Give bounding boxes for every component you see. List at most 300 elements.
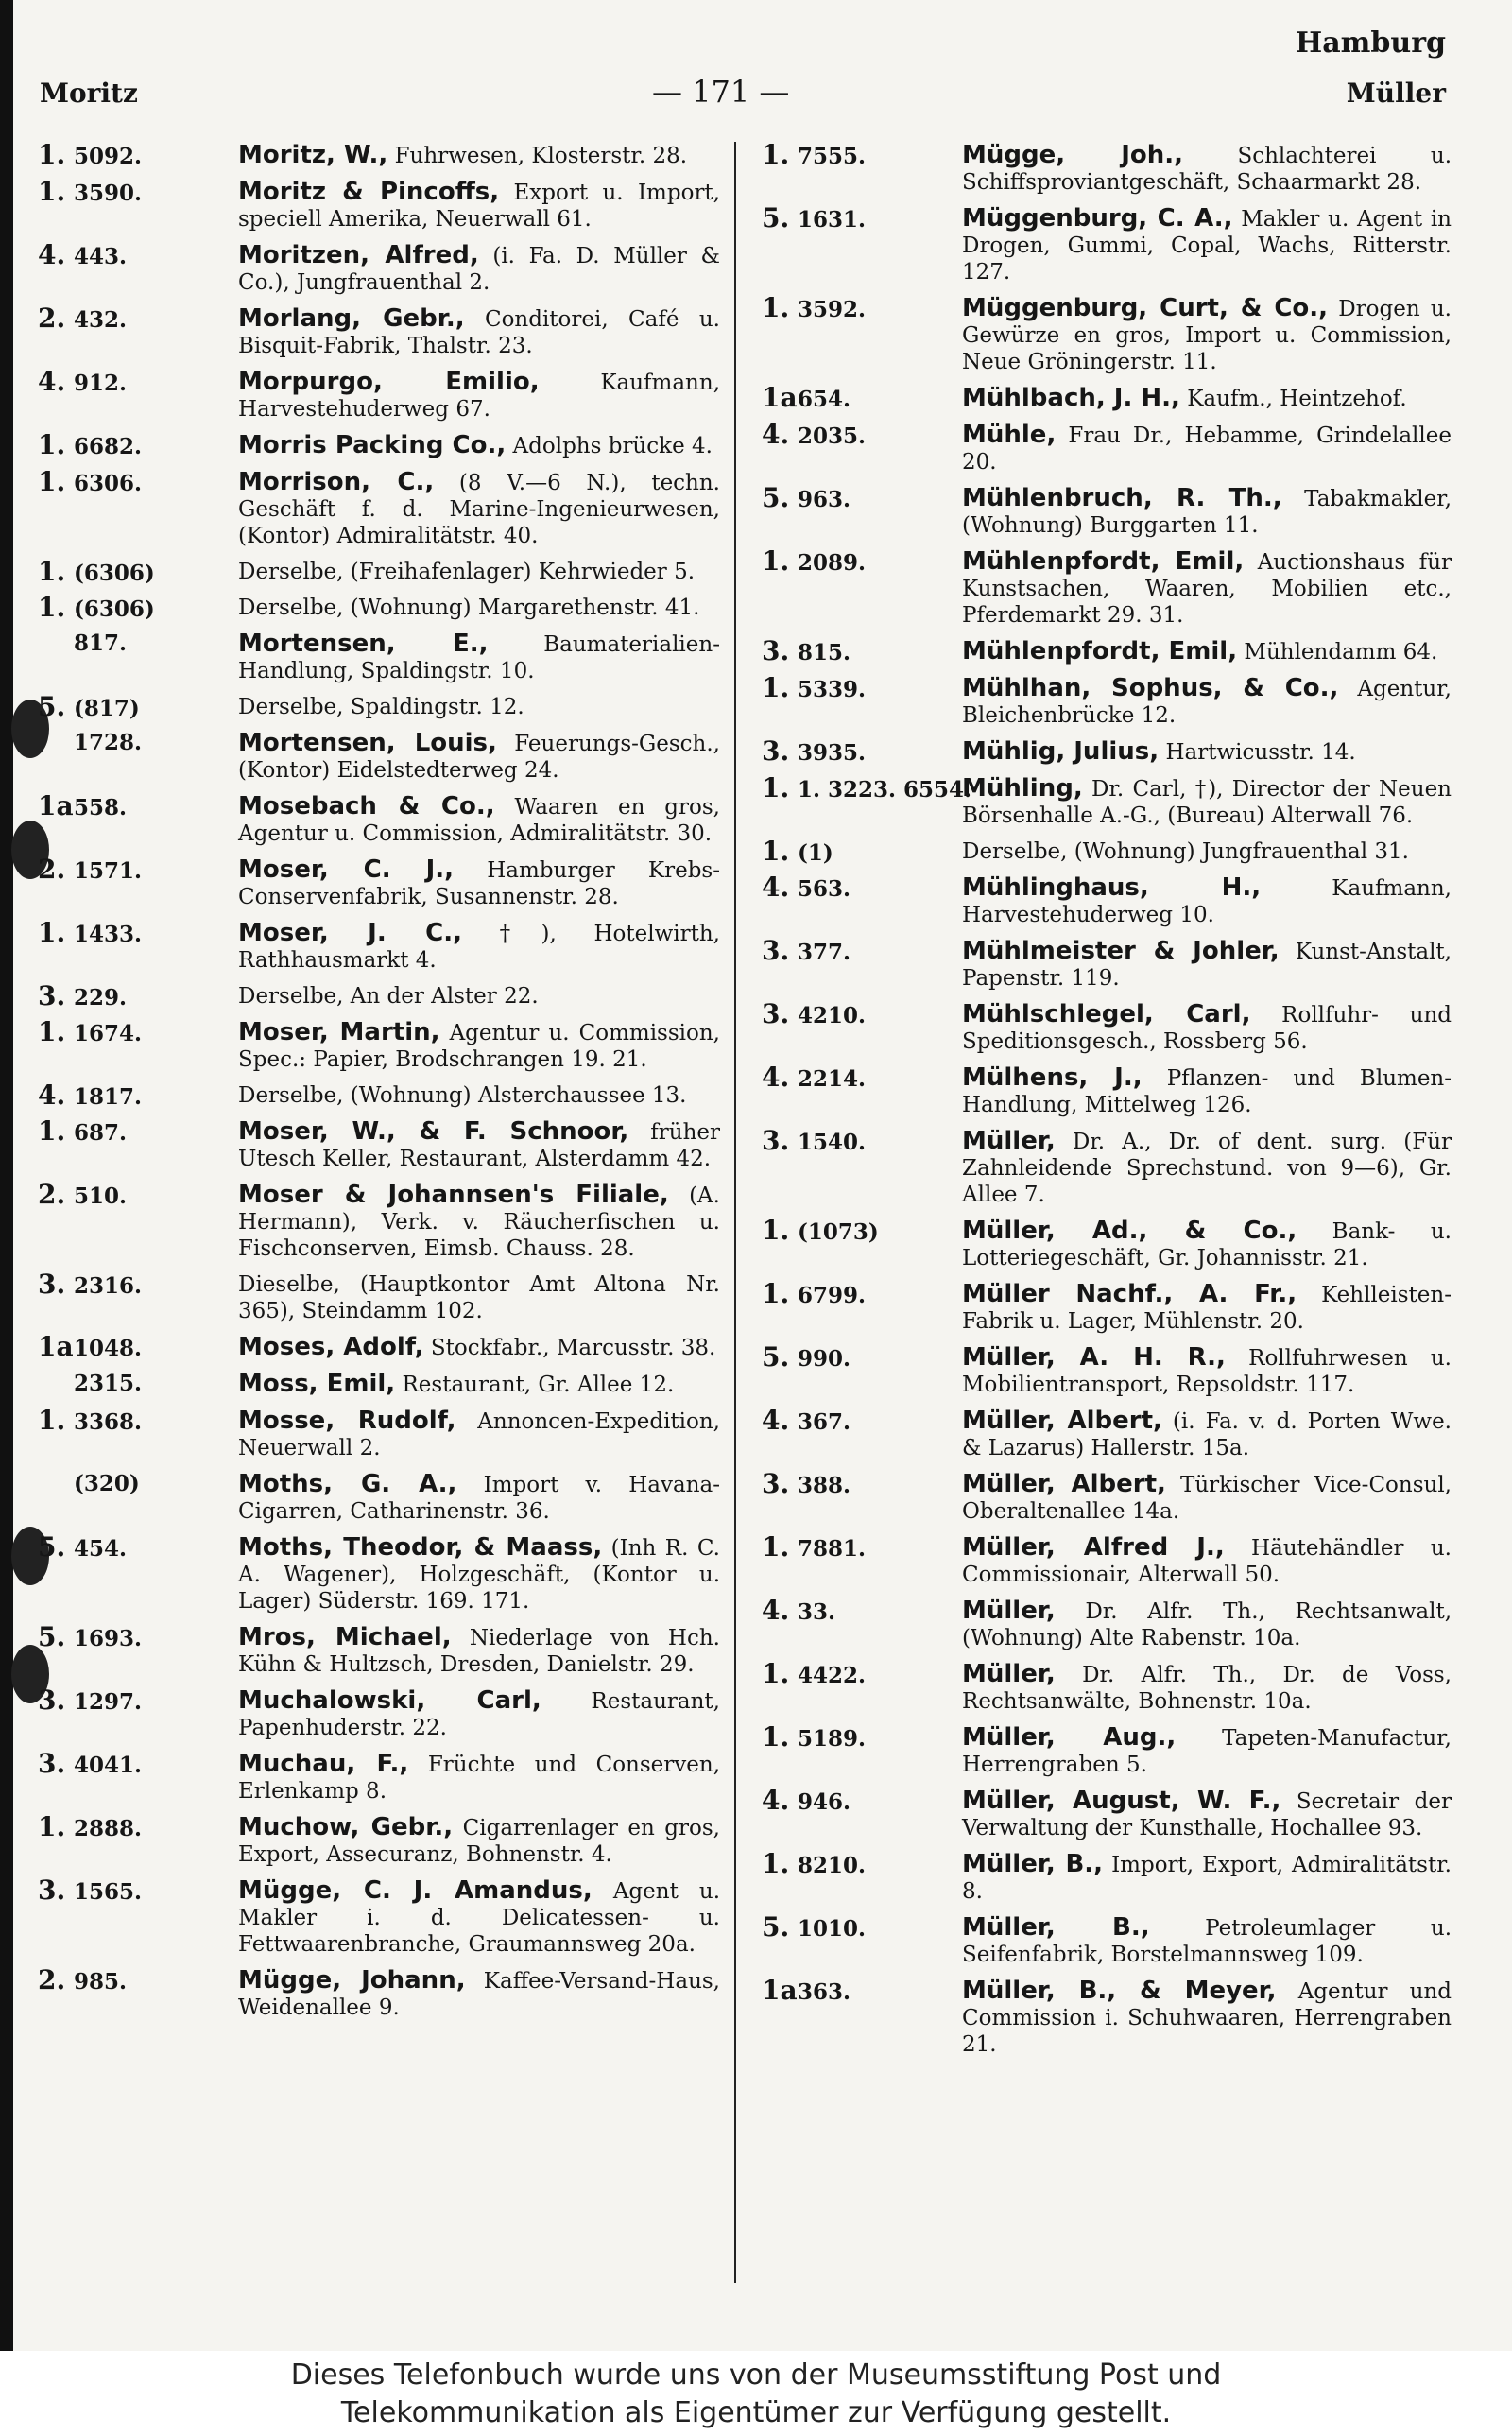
- number-value: 1433.: [74, 922, 143, 947]
- subscriber-name: Muchau, F.,: [238, 1750, 409, 1778]
- exchange-class: 1a: [762, 1975, 798, 2006]
- subscriber-details: Türkischer Vice-Consul, Oberaltenallee 14a.: [962, 1473, 1452, 1524]
- number-value: 510.: [74, 1183, 128, 1209]
- directory-entry: [762, 1278, 1452, 1335]
- directory-entry: [762, 1721, 1452, 1778]
- subscriber-details: An der Alster 22.: [343, 984, 539, 1009]
- phone-number: [762, 1911, 955, 1943]
- subscriber-details: Pflanzen- und Blumen-Handlung, Mittelweg 126.: [962, 1066, 1452, 1117]
- subscriber-name: Morpurgo, Emilio,: [238, 368, 540, 396]
- directory-entry: [762, 635, 1452, 666]
- number-value: 454.: [74, 1536, 128, 1562]
- subscriber-name: Mühlinghaus, H.,: [962, 873, 1262, 902]
- subscriber-details: (Wohnung) Jungfrauenthal 31.: [1067, 839, 1409, 864]
- subscriber-name: Mühlenpfordt, Emil,: [962, 637, 1238, 665]
- header-city: Hamburg: [1295, 26, 1446, 60]
- number-value: 229.: [74, 985, 128, 1011]
- number-value: 5189.: [798, 1726, 867, 1752]
- directory-entry: [38, 1684, 720, 1741]
- footer-line-2: Telekommunikation als Eigentümer zur Verfügung gestellt.: [340, 2396, 1172, 2429]
- exchange-class: 1.: [762, 139, 790, 170]
- subscriber-name: Mühlenpfordt, Emil,: [962, 547, 1245, 576]
- subscriber-name: Mühlhan, Sophus, & Co.,: [962, 674, 1339, 702]
- subscriber-name: Moths, Theodor, & Maass,: [238, 1533, 603, 1562]
- subscriber-details: Kaufm., Heintzehof.: [1179, 387, 1407, 411]
- number-value: 3590.: [74, 181, 143, 206]
- exchange-class: 4.: [38, 1080, 66, 1111]
- subscriber-details: Dr. Carl, †), Director der Neuen Börsenhalle A.-G., (Bureau) Alterwall 76.: [962, 777, 1452, 828]
- subscriber-details: Niederlage von Hch. Kühn & Hultzsch, Dresden, Danielstr. 29.: [238, 1626, 720, 1677]
- number-value: 1565.: [74, 1879, 143, 1905]
- subscriber-name: Mühle,: [962, 421, 1057, 449]
- exchange-class: 5.: [38, 1621, 66, 1652]
- exchange-class: 3.: [38, 1748, 66, 1779]
- phone-number: [38, 856, 232, 885]
- directory-entry: [38, 176, 720, 233]
- exchange-class: 4.: [38, 239, 66, 270]
- exchange-class: 2.: [38, 302, 66, 334]
- subscriber-name: Mros, Michael,: [238, 1623, 452, 1651]
- phone-number: [38, 730, 232, 756]
- phone-number: [762, 1975, 955, 2006]
- subscriber-details: Rollfuhrwesen u. Mobilientransport, Repsoldstr. 117.: [962, 1346, 1452, 1397]
- directory-entry: [38, 556, 720, 587]
- subscriber-details: Tabakmakler, (Wohnung) Burggarten 11.: [962, 487, 1452, 538]
- exchange-class: 4.: [38, 366, 66, 397]
- subscriber-details: Hamburger Krebs-Conservenfabrik, Susannenstr. 28.: [238, 858, 720, 909]
- phone-number: [762, 382, 955, 413]
- subscriber-details: Dr. A., Dr. of dent. surg. (Für Zahnleidende Sprechstund. von 9—6), Gr. Allee 7.: [962, 1130, 1452, 1207]
- phone-number: [762, 1785, 955, 1816]
- subscriber-name: Müller,: [962, 1660, 1056, 1688]
- subscriber-details: Kaffee-Versand-Haus, Weidenallee 9.: [238, 1969, 720, 2020]
- subscriber-details: Cigarrenlager en gros, Export, Assecuranz, Bohnenstr. 4.: [238, 1816, 720, 1867]
- exchange-class: 1.: [762, 1721, 790, 1753]
- subscriber-name: Dieselbe,: [238, 1272, 340, 1297]
- exchange-class: 1.: [762, 672, 790, 703]
- number-value: 1817.: [74, 1084, 143, 1110]
- directory-entry: [38, 1082, 720, 1109]
- left-column: [38, 139, 721, 2030]
- phone-number: [762, 1405, 955, 1436]
- subscriber-details: Kunst-Anstalt, Papenstr. 119.: [962, 940, 1452, 991]
- directory-entry: [762, 139, 1452, 196]
- phone-number: [38, 302, 232, 334]
- directory-entry: [38, 1371, 720, 1398]
- subscriber-details: Auctionshaus für Kunstsachen, Waaren, Mobilien etc., Pferdemarkt 29. 31.: [962, 550, 1452, 628]
- exchange-class: 2.: [38, 854, 66, 885]
- phone-number: [38, 466, 232, 497]
- exchange-class: 2.: [38, 1964, 66, 1995]
- directory-entry: [38, 1331, 720, 1362]
- subscriber-name: Mosse, Rudolf,: [238, 1407, 456, 1435]
- subscriber-details: Petroleumlager u. Seifenfabrik, Borstelmannsweg 109.: [962, 1916, 1452, 1967]
- phone-number: [38, 1179, 232, 1210]
- subscriber-details: früher Utesch Keller, Restaurant, Alsterdamm 42.: [238, 1120, 720, 1171]
- header-left-keyword: Moritz: [40, 78, 138, 109]
- number-value: 1571.: [74, 858, 143, 884]
- number-value: (320): [74, 1471, 140, 1496]
- directory-entry: [38, 1271, 720, 1324]
- directory-entry: [38, 631, 720, 684]
- subscriber-name: Mügge, Johann,: [238, 1966, 466, 1995]
- directory-entry: [762, 1341, 1452, 1398]
- directory-entry: [762, 1785, 1452, 1841]
- subscriber-name: Derselbe,: [238, 984, 344, 1009]
- subscriber-details: Import v. Havana-Cigarren, Catharinenstr. 36.: [238, 1473, 720, 1524]
- phone-number: [762, 838, 955, 867]
- subscriber-details: Feuerungs-Gesch., (Kontor) Eidelstedterweg 24.: [238, 732, 720, 783]
- exchange-class: 1.: [762, 1278, 790, 1309]
- page-edge-shadow: [0, 0, 13, 2351]
- phone-number: [38, 1331, 232, 1362]
- number-value: 4041.: [74, 1753, 143, 1778]
- phone-number: [762, 1595, 955, 1626]
- exchange-class: 1a: [762, 382, 798, 413]
- phone-number: [38, 1531, 232, 1563]
- phone-number: [38, 917, 232, 948]
- number-value: (6306): [74, 596, 155, 622]
- phone-number: [38, 980, 232, 1011]
- phone-number: [762, 635, 955, 666]
- column-divider: [734, 142, 736, 2283]
- phone-number: [762, 292, 955, 323]
- number-value: 1540.: [798, 1130, 867, 1155]
- exchange-class: 1a: [38, 1331, 74, 1362]
- subscriber-details: Dr. Alfr. Th., Rechtsanwalt, (Wohnung) Alte Rabenstr. 10a.: [962, 1599, 1452, 1650]
- directory-entry: [762, 1064, 1452, 1118]
- phone-number: [762, 1531, 955, 1563]
- number-value: 377.: [798, 940, 851, 965]
- directory-entry: [762, 672, 1452, 729]
- exchange-class: 3.: [762, 1468, 790, 1499]
- exchange-class: 5.: [38, 691, 66, 722]
- number-value: (817): [74, 696, 140, 721]
- number-value: 1693.: [74, 1626, 143, 1651]
- subscriber-details: Häutehändler u. Commissionair, Alterwall 50.: [962, 1536, 1452, 1587]
- number-value: 6799.: [798, 1283, 867, 1308]
- directory-entry: [38, 466, 720, 549]
- subscriber-details: (Wohnung) Margarethenstr. 41.: [343, 596, 700, 620]
- phone-number: [38, 429, 232, 460]
- number-value: 687.: [74, 1120, 128, 1146]
- subscriber-name: Moss, Emil,: [238, 1370, 396, 1398]
- subscriber-details: Dr. Alfr. Th., Dr. de Voss, Rechtsanwälte, Bohnenstr. 10a.: [962, 1663, 1452, 1714]
- exchange-class: 5.: [762, 1911, 790, 1943]
- directory-entry: [38, 1179, 720, 1262]
- directory-entry: [762, 1658, 1452, 1715]
- number-value: 6682.: [74, 434, 143, 459]
- exchange-class: 1.: [38, 139, 66, 170]
- subscriber-details: Agentur u. Commission, Spec.: Papier, Brodschrangen 19. 21.: [238, 1021, 720, 1072]
- phone-number: [38, 1082, 232, 1111]
- phone-number: [38, 1877, 232, 1906]
- subscriber-name: Moritz & Pincoffs,: [238, 178, 500, 206]
- phone-number: [38, 631, 232, 657]
- phone-number: [38, 1271, 232, 1300]
- subscriber-details: Bank- u. Lotteriegeschäft, Gr. Johannisstr. 21.: [962, 1219, 1452, 1270]
- subscriber-details: (Inh R. C. A. Wagener), Holzgeschäft, (Kontor u. Lager) Süderstr. 169. 171.: [238, 1536, 720, 1614]
- exchange-class: 5.: [762, 1341, 790, 1373]
- exchange-class: 1.: [762, 292, 790, 323]
- directory-entry: [38, 917, 720, 974]
- subscriber-details: Mühlendamm 64.: [1237, 640, 1438, 665]
- subscriber-details: †), Hotelwirth, Rathhausmarkt 4.: [238, 922, 720, 973]
- subscriber-details: Tapeten-Manufactur, Herrengraben 5.: [962, 1726, 1452, 1777]
- directory-entry: [38, 1877, 720, 1958]
- exchange-class: 1.: [38, 917, 66, 948]
- footer-notice: [0, 2351, 1512, 2436]
- phone-number: [762, 672, 955, 703]
- subscriber-details: Agentur, Bleichenbrücke 12.: [962, 677, 1452, 728]
- directory-entry: [38, 1016, 720, 1073]
- exchange-class: 5.: [762, 482, 790, 513]
- subscriber-details: Annoncen-Expedition, Neuerwall 2.: [238, 1409, 720, 1460]
- exchange-class: 3.: [762, 635, 790, 666]
- directory-entry: [762, 1125, 1452, 1208]
- number-value: 817.: [74, 631, 128, 656]
- phone-number: [762, 202, 955, 233]
- subscriber-name: Mühling,: [962, 774, 1083, 803]
- phone-number: [762, 1064, 955, 1093]
- number-value: 4210.: [798, 1003, 867, 1028]
- directory-entry: [762, 1975, 1452, 2058]
- phone-number: [762, 735, 955, 767]
- subscriber-name: Moser & Johannsen's Filiale,: [238, 1181, 669, 1209]
- directory-entry: [38, 1471, 720, 1525]
- subscriber-name: Mosebach & Co.,: [238, 792, 495, 821]
- exchange-class: 3.: [762, 735, 790, 767]
- phone-number: [38, 1964, 232, 1995]
- subscriber-name: Derselbe,: [238, 560, 344, 584]
- directory-entry: [38, 1115, 720, 1172]
- number-value: 1010.: [798, 1916, 867, 1942]
- number-value: 912.: [74, 371, 128, 396]
- exchange-class: 1.: [762, 836, 790, 867]
- number-value: 8210.: [798, 1853, 867, 1878]
- exchange-class: 3.: [38, 1875, 66, 1906]
- subscriber-name: Moser, J. C.,: [238, 919, 462, 947]
- exchange-class: 4.: [762, 1062, 790, 1093]
- exchange-class: 4.: [762, 1785, 790, 1816]
- subscriber-name: Mügge, Joh.,: [962, 141, 1184, 169]
- directory-entry: [38, 429, 720, 460]
- directory-entry: [38, 366, 720, 423]
- number-value: 388.: [798, 1473, 851, 1498]
- subscriber-details: Export u. Import, speciell Amerika, Neuerwall 61.: [238, 181, 720, 232]
- subscriber-name: Müller Nachf., A. Fr.,: [962, 1280, 1297, 1308]
- subscriber-details: Schlachterei u. Schiffsproviantgeschäft, Schaarmarkt 28.: [962, 144, 1452, 195]
- exchange-class: 2.: [38, 1179, 66, 1210]
- number-value: 5339.: [798, 677, 867, 702]
- subscriber-name: Mügge, C. J. Amandus,: [238, 1876, 593, 1905]
- number-value: 443.: [74, 244, 128, 269]
- subscriber-name: Derselbe,: [238, 695, 344, 719]
- number-value: 2089.: [798, 550, 867, 576]
- number-value: 2315.: [74, 1371, 143, 1396]
- number-value: 3368.: [74, 1409, 143, 1435]
- exchange-class: 1.: [762, 1215, 790, 1246]
- directory-entry: [38, 980, 720, 1011]
- subscriber-name: Moses, Adolf,: [238, 1333, 424, 1361]
- subscriber-details: (A. Hermann), Verk. v. Räucherfischen u. Fischconserven, Eimsb. Chauss. 28.: [238, 1183, 720, 1261]
- number-value: (6306): [74, 561, 155, 586]
- phone-number: [38, 691, 232, 722]
- subscriber-name: Moser, C. J.,: [238, 855, 455, 884]
- number-value: 1048.: [74, 1336, 143, 1361]
- phone-number: [762, 1125, 955, 1156]
- exchange-class: 1.: [38, 1016, 66, 1047]
- directory-entry: [762, 1468, 1452, 1525]
- subscriber-name: Müller, Alfred J.,: [962, 1533, 1225, 1562]
- subscriber-name: Mortensen, Louis,: [238, 729, 497, 757]
- number-value: 432.: [74, 307, 128, 333]
- exchange-class: 1.: [762, 545, 790, 577]
- number-value: 2888.: [74, 1816, 143, 1841]
- exchange-class: 4.: [762, 1405, 790, 1436]
- number-value: 985.: [74, 1969, 128, 1995]
- number-value: 1297.: [74, 1689, 143, 1715]
- directory-entry: [762, 545, 1452, 629]
- subscriber-details: Restaurant, Gr. Allee 12.: [395, 1373, 675, 1397]
- footer-line-1: Dieses Telefonbuch wurde uns von der Museumsstiftung Post und: [290, 2358, 1222, 2392]
- exchange-class: 1.: [38, 1811, 66, 1842]
- subscriber-details: (Freihafenlager) Kehrwieder 5.: [343, 560, 696, 584]
- subscriber-name: Müller, Albert,: [962, 1470, 1166, 1498]
- exchange-class: 1.: [762, 772, 790, 803]
- directory-entry: [762, 1911, 1452, 1968]
- exchange-class: 3.: [762, 935, 790, 966]
- subscriber-details: Secretair der Verwaltung der Kunsthalle, Hochallee 93.: [962, 1789, 1452, 1840]
- number-value: 3935.: [798, 740, 867, 766]
- exchange-class: 3.: [38, 980, 66, 1011]
- number-value: 1674.: [74, 1021, 143, 1046]
- subscriber-details: Adolphs brücke 4.: [506, 434, 713, 458]
- directory-entry: [762, 482, 1452, 539]
- phone-number: [762, 998, 955, 1029]
- number-value: 7881.: [798, 1536, 867, 1562]
- phone-number: [38, 556, 232, 587]
- directory-entry: [38, 730, 720, 784]
- directory-entry: [762, 382, 1452, 413]
- subscriber-name: Muchow, Gebr.,: [238, 1813, 454, 1841]
- phone-number: [762, 1658, 955, 1689]
- phone-number: [38, 1016, 232, 1047]
- subscriber-details: (i. Fa. D. Müller & Co.), Jungfrauenthal 2.: [238, 244, 720, 295]
- phone-number: [38, 1471, 232, 1497]
- phone-number: [762, 419, 955, 450]
- number-value: (1): [798, 840, 833, 866]
- subscriber-name: Moritz, W.,: [238, 141, 388, 169]
- directory-entry: [762, 935, 1452, 992]
- directory-entry: [762, 1215, 1452, 1271]
- subscriber-name: Müller,: [962, 1127, 1056, 1155]
- number-value: 6306.: [74, 471, 143, 496]
- subscriber-details: Agent u. Makler i. d. Delicatessen- u. Fettwaarenbranche, Graumannsweg 20a.: [238, 1879, 720, 1957]
- number-value: 558.: [74, 795, 128, 821]
- exchange-class: 1.: [38, 1405, 66, 1436]
- phone-number: [38, 139, 232, 170]
- subscriber-name: Mühlbach, J. H.,: [962, 384, 1180, 412]
- phone-number: [762, 1278, 955, 1309]
- subscriber-details: Spaldingstr. 12.: [343, 695, 524, 719]
- phone-number: [762, 935, 955, 966]
- directory-entry: [38, 1964, 720, 2021]
- number-value: 7555.: [798, 144, 867, 169]
- exchange-class: 1.: [38, 592, 66, 623]
- subscriber-details: Kaufmann, Harvestehuderweg 10.: [962, 876, 1452, 927]
- subscriber-name: Moser, W., & F. Schnoor,: [238, 1117, 629, 1146]
- subscriber-details: Import, Export, Admiralitätstr. 8.: [962, 1853, 1452, 1904]
- directory-entry: [38, 1811, 720, 1868]
- directory-entry: [38, 592, 720, 623]
- directory-entry: [762, 419, 1452, 475]
- phone-number: [38, 1371, 232, 1397]
- subscriber-name: Müller, B., & Meyer,: [962, 1977, 1277, 2005]
- subscriber-name: Derselbe,: [238, 1083, 344, 1108]
- phone-number: [38, 176, 232, 207]
- subscriber-details: Agentur und Commission i. Schuhwaaren, Herrengraben 21.: [962, 1979, 1452, 2057]
- subscriber-details: Conditorei, Café u. Bisquit-Fabrik, Thalstr. 23.: [238, 307, 720, 358]
- exchange-class: 1.: [38, 429, 66, 460]
- exchange-class: 3.: [762, 1125, 790, 1156]
- subscriber-name: Mühlenbruch, R. Th.,: [962, 484, 1282, 512]
- exchange-class: 1.: [38, 176, 66, 207]
- phone-number: [762, 1468, 955, 1499]
- directory-entry: [38, 139, 720, 170]
- number-value: 563.: [798, 876, 851, 902]
- number-value: 2214.: [798, 1066, 867, 1092]
- number-value: 2316.: [74, 1273, 143, 1299]
- subscriber-name: Morrison, C.,: [238, 468, 435, 496]
- phone-number: [38, 1748, 232, 1779]
- number-value: 654.: [798, 387, 851, 412]
- header-right-keyword: Müller: [1346, 78, 1446, 109]
- number-value: 4422.: [798, 1663, 867, 1688]
- exchange-class: 1.: [762, 1848, 790, 1879]
- subscriber-name: Müggenburg, Curt, & Co.,: [962, 294, 1329, 322]
- subscriber-name: Müller, A. H. R.,: [962, 1343, 1226, 1372]
- right-column: [762, 139, 1452, 2067]
- exchange-class: 1a: [38, 790, 74, 821]
- subscriber-name: Müggenburg, C. A.,: [962, 204, 1233, 233]
- number-value: 363.: [798, 1979, 851, 2005]
- subscriber-details: Hartwicusstr. 14.: [1159, 740, 1356, 765]
- directory-entry: [762, 838, 1452, 865]
- subscriber-details: Kaufmann, Harvestehuderweg 67.: [238, 371, 720, 422]
- directory-entry: [38, 691, 720, 722]
- subscriber-name: Müller, B.,: [962, 1913, 1150, 1942]
- exchange-class: 1.: [762, 1658, 790, 1689]
- subscriber-details: Restaurant, Papenhuderstr. 22.: [238, 1689, 720, 1740]
- phone-number: [38, 1811, 232, 1842]
- subscriber-name: Mühlig, Julius,: [962, 737, 1160, 766]
- phone-number: [38, 366, 232, 397]
- exchange-class: 5.: [762, 202, 790, 233]
- exchange-class: 5.: [38, 1531, 66, 1563]
- number-value: 367.: [798, 1409, 851, 1435]
- directory-entry: [762, 1595, 1452, 1651]
- directory-entry: [762, 1848, 1452, 1905]
- subscriber-details: Früchte und Conserven, Erlenkamp 8.: [238, 1753, 721, 1804]
- phone-number: [762, 1215, 955, 1246]
- subscriber-name: Morlang, Gebr.,: [238, 304, 465, 333]
- subscriber-details: (8 V.—6 N.), techn. Geschäft f. d. Marine-Ingenieurwesen, (Kontor) Admiralitätstr. 40.: [238, 471, 720, 548]
- subscriber-name: Mortensen, E.,: [238, 630, 489, 658]
- directory-entry: [38, 1621, 720, 1678]
- phone-number: [38, 1405, 232, 1436]
- subscriber-name: Moritzen, Alfred,: [238, 241, 479, 269]
